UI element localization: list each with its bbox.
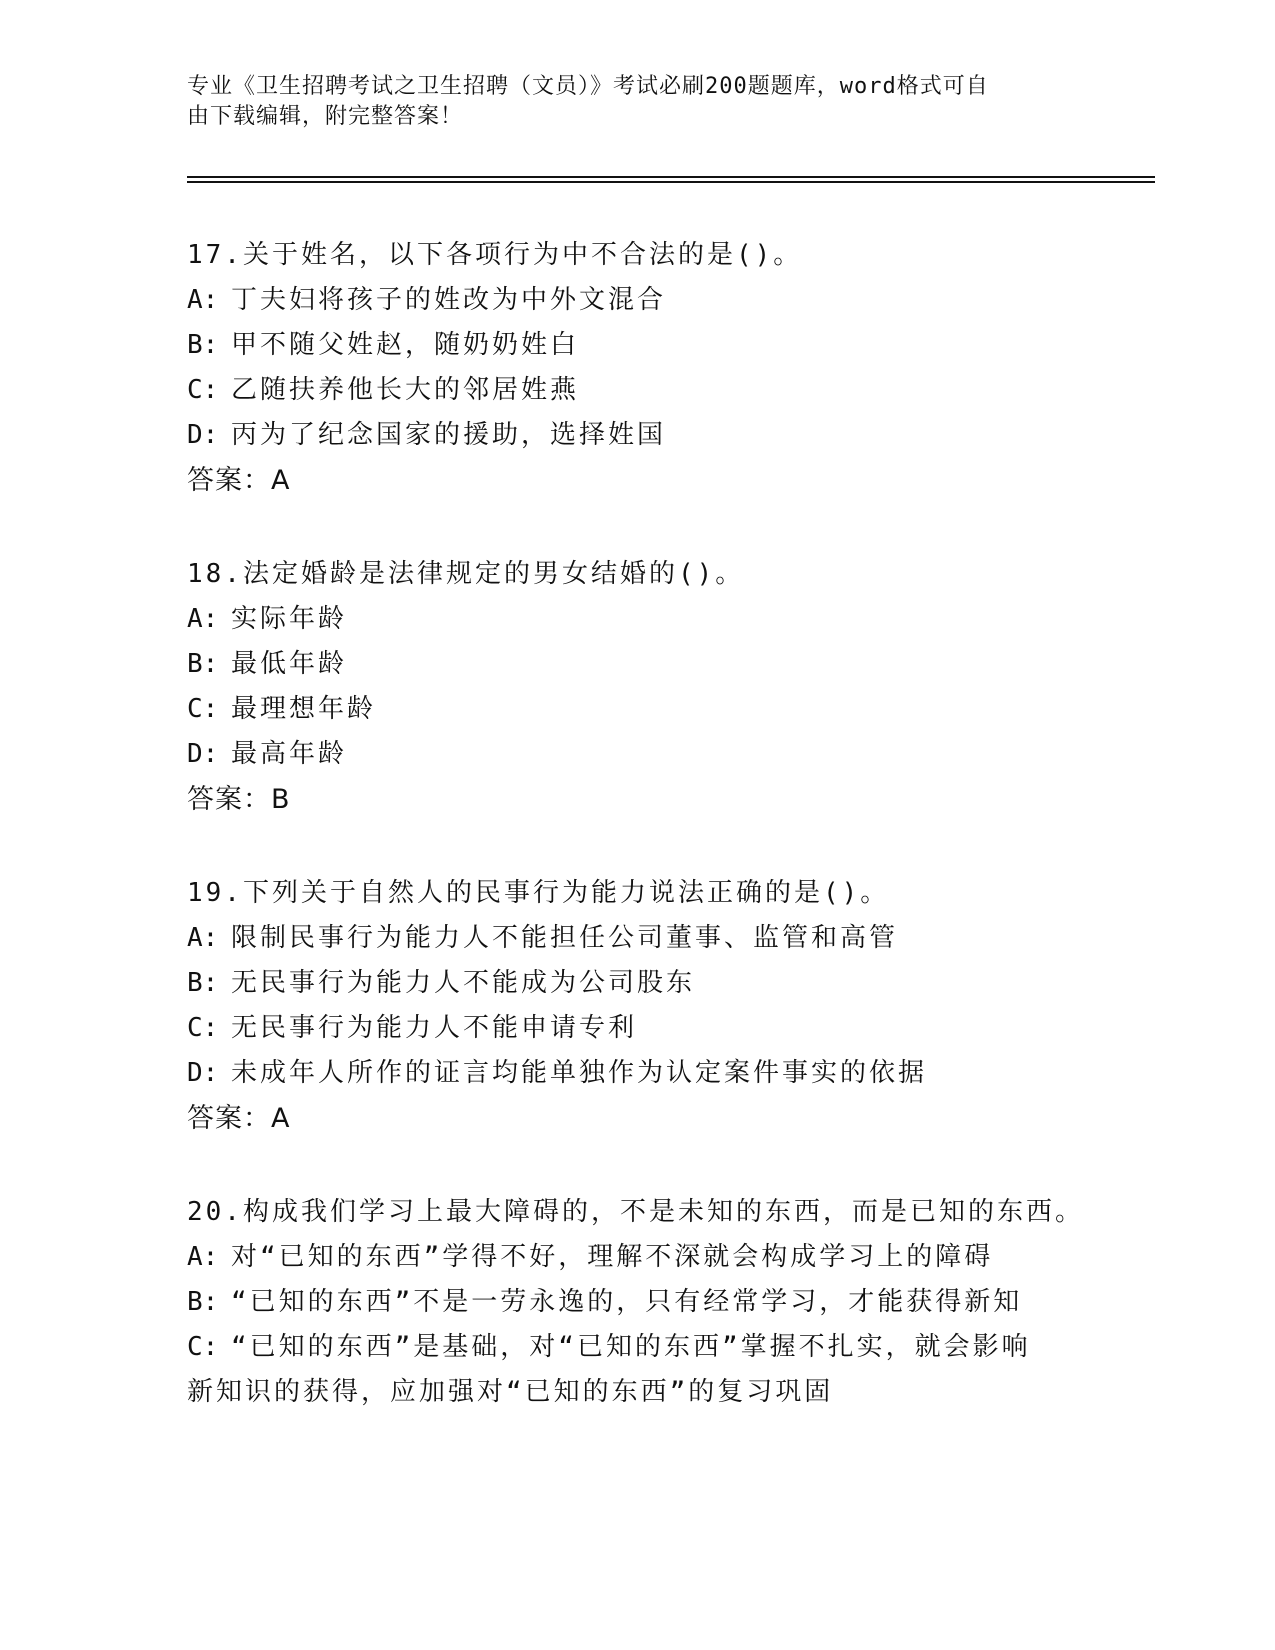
- option-text: 丁夫妇将孩子的姓改为中外文混合: [231, 285, 667, 315]
- option-letter: C:: [187, 694, 219, 724]
- option-letter: B:: [187, 1287, 219, 1317]
- option-c: [187, 1325, 1087, 1370]
- option-letter: A:: [187, 604, 219, 634]
- question-19: [187, 871, 1087, 1141]
- option-text: 甲不随父姓赵，随奶奶姓白: [231, 330, 580, 360]
- question-stem: 18.法定婚龄是法律规定的男女结婚的()。: [187, 559, 745, 589]
- option-text: 未成年人所作的证言均能单独作为认定案件事实的依据: [231, 1058, 928, 1088]
- option-letter: A:: [187, 923, 219, 953]
- option-text: “已知的东西”不是一劳永逸的，只有经常学习，才能获得新知: [231, 1287, 1023, 1317]
- option-text: 丙为了纪念国家的援助，选择姓国: [231, 420, 667, 450]
- question-stem: 19.下列关于自然人的民事行为能力说法正确的是()。: [187, 878, 890, 908]
- option-letter: A:: [187, 285, 219, 315]
- option-text: 乙随扶养他长大的邻居姓燕: [231, 375, 580, 405]
- option-text: 最理想年龄: [231, 694, 377, 724]
- option-a: [187, 916, 1087, 961]
- option-a: [187, 597, 1087, 642]
- question-18: [187, 552, 1087, 822]
- option-c: [187, 687, 1087, 732]
- option-text: “已知的东西”是基础，对“已知的东西”掌握不扎实，就会影响: [231, 1332, 1031, 1362]
- option-d: [187, 732, 1087, 777]
- option-c-continuation: 新知识的获得，应加强对“已知的东西”的复习巩固: [187, 1377, 834, 1407]
- option-letter: D:: [187, 420, 219, 450]
- option-text: 最低年龄: [231, 649, 348, 679]
- option-a: [187, 278, 1087, 323]
- header-line-1: 专业《卫生招聘考试之卫生招聘（文员）》考试必刷200题题库，word格式可自: [187, 74, 989, 99]
- question-stem: 17.关于姓名，以下各项行为中不合法的是()。: [187, 240, 803, 270]
- option-text: 实际年龄: [231, 604, 348, 634]
- question-stem: 20.构成我们学习上最大障碍的，不是未知的东西，而是已知的东西。: [187, 1197, 1084, 1227]
- option-letter: B:: [187, 649, 219, 679]
- option-b: [187, 961, 1087, 1006]
- option-letter: D:: [187, 739, 219, 769]
- document-header: [187, 72, 1067, 132]
- option-letter: B:: [187, 968, 219, 998]
- option-text: 限制民事行为能力人不能担任公司董事、监管和高管: [231, 923, 899, 953]
- option-text: 对“已知的东西”学得不好，理解不深就会构成学习上的障碍: [231, 1242, 994, 1272]
- answer-line: 答案：B: [187, 784, 291, 815]
- option-letter: A:: [187, 1242, 219, 1272]
- option-letter: C:: [187, 375, 219, 405]
- option-text: 无民事行为能力人不能成为公司股东: [231, 968, 696, 998]
- header-line-2: 由下载编辑，附完整答案！: [187, 104, 464, 129]
- answer-line: 答案：A: [187, 465, 291, 496]
- option-d: [187, 413, 1087, 458]
- option-b: [187, 1280, 1087, 1325]
- option-c: [187, 1006, 1087, 1051]
- option-letter: C:: [187, 1013, 219, 1043]
- option-letter: B:: [187, 330, 219, 360]
- option-c: [187, 368, 1087, 413]
- option-b: [187, 323, 1087, 368]
- question-20: [187, 1190, 1087, 1415]
- option-letter: D:: [187, 1058, 219, 1088]
- option-d: [187, 1051, 1087, 1096]
- option-b: [187, 642, 1087, 687]
- option-letter: C:: [187, 1332, 219, 1362]
- question-17: [187, 233, 1087, 503]
- option-text: 无民事行为能力人不能申请专利: [231, 1013, 638, 1043]
- answer-line: 答案：A: [187, 1103, 291, 1134]
- option-a: [187, 1235, 1087, 1280]
- option-text: 最高年龄: [231, 739, 348, 769]
- header-divider-bottom: [187, 181, 1155, 183]
- header-divider-top: [187, 176, 1155, 178]
